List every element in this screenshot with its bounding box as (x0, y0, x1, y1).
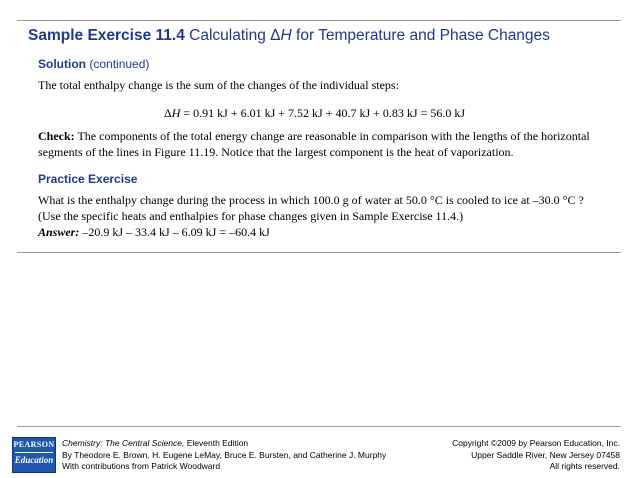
check-paragraph (38, 128, 598, 160)
top-divider (17, 20, 621, 21)
slide-title (28, 27, 550, 45)
footer-book-line (62, 438, 386, 450)
solution-note: (continued) (89, 57, 150, 71)
title-text-pre: Calculating Δ (189, 27, 281, 44)
footer-copyright (452, 438, 620, 473)
content-divider (17, 252, 621, 253)
solution-heading (38, 57, 149, 71)
book-title: Chemistry: The Central Science, (62, 438, 185, 448)
equation-variable: H (171, 106, 181, 120)
practice-question: What is the enthalpy change during the process in which 100.0 g of water at 50.0 °C is cooled to ice at –30.0 °C ? (Use the specific heats and enthalpies for phase changes given in Sample Exercise 11.4.) (38, 193, 584, 223)
footer-book-info (62, 438, 386, 473)
title-exercise-number: Sample Exercise 11.4 (28, 27, 185, 44)
practice-heading-text: Practice Exercise (38, 172, 138, 186)
book-contributions: With contributions from Patrick Woodward (62, 461, 221, 471)
solution-text: The total enthalpy change is the sum of the changes of the individual steps: (38, 78, 399, 92)
title-text-post: for Temperature and Phase Changes (296, 27, 550, 44)
title-text-italic: H (280, 27, 292, 44)
pearson-logo: PEARSON Education (12, 437, 56, 473)
check-text: The components of the total energy change are reasonable in comparison with the lengths of the horizontal segments of the lines in Figure 11.19. Notice that the largest component is the heat of vaporization. (38, 129, 590, 159)
publisher-address: Upper Saddle River, New Jersey 07458 (471, 449, 620, 460)
practice-heading (38, 172, 137, 186)
check-label: Check: (38, 129, 75, 143)
book-authors: By Theodore E. Brown, H. Eugene LeMay, Bruce E. Bursten, and Catherine J. Murphy (62, 449, 387, 460)
answer-text: –20.9 kJ – 33.4 kJ – 6.09 kJ = –60.4 kJ (82, 225, 270, 239)
solution-label: Solution (38, 57, 86, 71)
footer-divider (17, 426, 621, 427)
copyright-line: Copyright ©2009 by Pearson Education, Inc. (452, 438, 620, 448)
rights-line: All rights reserved. (549, 461, 620, 471)
book-edition: Eleventh Edition (186, 438, 249, 448)
enthalpy-equation (164, 106, 465, 121)
equation-rhs: = 0.91 kJ + 6.01 kJ + 7.52 kJ + 40.7 kJ + 0.83 kJ = 56.0 kJ (183, 106, 466, 120)
equation-delta: Δ (164, 106, 172, 120)
answer-label: Answer: (38, 225, 80, 239)
practice-answer (38, 224, 598, 240)
